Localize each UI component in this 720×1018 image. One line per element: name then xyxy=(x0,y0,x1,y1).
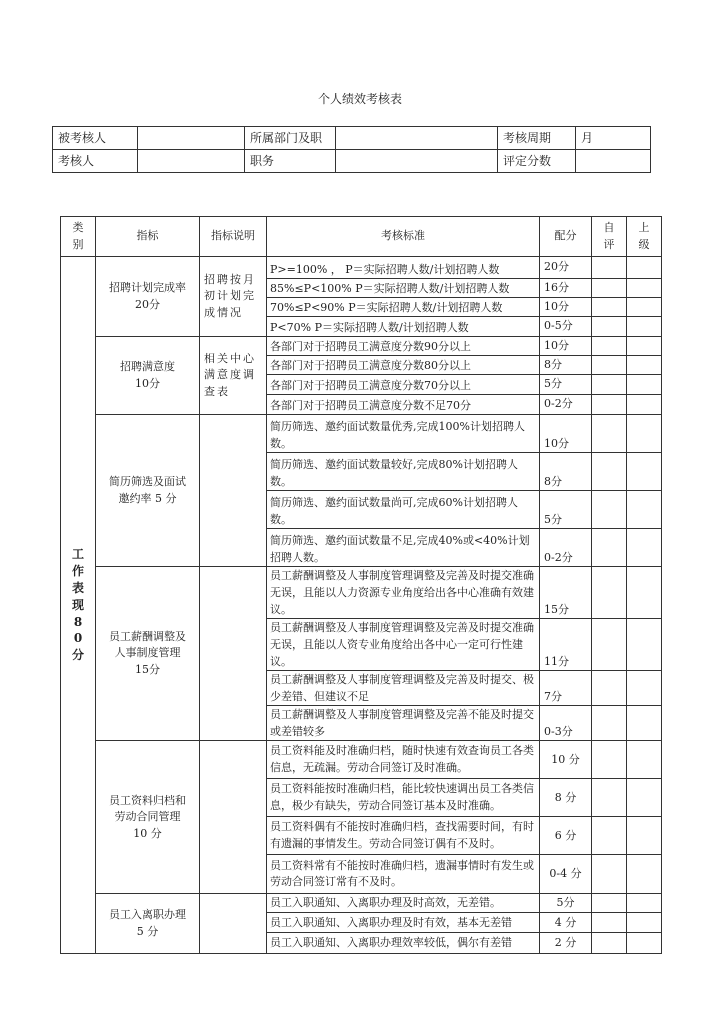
category-label: 工作表现80分 xyxy=(71,547,84,663)
score-value: 4 分 xyxy=(540,913,592,933)
self-evaluation-input[interactable] xyxy=(592,529,627,567)
criteria-text: P>=100% ， P＝实际招聘人数/计划招聘人数 xyxy=(267,257,540,279)
criteria-text: 员工薪酬调整及人事制度管理调整及完善及时提交、极少差错、但建议不足 xyxy=(267,671,540,706)
column-header: 上级 xyxy=(627,217,662,257)
criteria-text: 各部门对于招聘员工满意度分数90分以上 xyxy=(267,337,540,356)
supervisor-evaluation-input[interactable] xyxy=(627,671,662,706)
criteria-text: 员工资料能按时准确归档，能比较快速调出员工各类信息，极少有缺失，劳动合同签订基本及时准确。 xyxy=(267,779,540,817)
indicator-description xyxy=(200,741,267,894)
score-value: 10分 xyxy=(540,298,592,317)
column-header: 考核标准 xyxy=(267,217,540,257)
info-value-field[interactable] xyxy=(138,150,245,173)
info-row xyxy=(53,127,651,150)
self-evaluation-input[interactable] xyxy=(592,257,627,279)
indicator-description xyxy=(200,894,267,954)
table-row xyxy=(61,741,662,779)
supervisor-evaluation-input[interactable] xyxy=(627,317,662,337)
score-value: 16分 xyxy=(540,279,592,298)
score-value: 15分 xyxy=(540,567,592,619)
indicator-description: 相关中心满意度调查表 xyxy=(200,337,267,415)
supervisor-evaluation-input[interactable] xyxy=(627,375,662,395)
supervisor-evaluation-input[interactable] xyxy=(627,741,662,779)
supervisor-evaluation-input[interactable] xyxy=(627,453,662,491)
self-evaluation-input[interactable] xyxy=(592,337,627,356)
score-value: 10 分 xyxy=(540,741,592,779)
self-evaluation-input[interactable] xyxy=(592,706,627,741)
header-row xyxy=(61,217,662,257)
indicator-description xyxy=(200,567,267,741)
indicator-description xyxy=(200,415,267,567)
criteria-text: P<70% P＝实际招聘人数/计划招聘人数 xyxy=(267,317,540,337)
table-row xyxy=(61,894,662,913)
self-evaluation-input[interactable] xyxy=(592,671,627,706)
self-evaluation-input[interactable] xyxy=(592,817,627,855)
assessment-table xyxy=(60,216,662,954)
column-header: 指标 xyxy=(96,217,200,257)
criteria-text: 员工入职通知、入离职办理效率较低，偶尔有差错 xyxy=(267,933,540,954)
document-title: 个人绩效考核表 xyxy=(317,92,402,106)
info-label: 考核人 xyxy=(53,150,138,173)
indicator-cell: 员工入离职办理 5 分 xyxy=(96,894,200,954)
self-evaluation-input[interactable] xyxy=(592,375,627,395)
criteria-text: 员工资料常有不能按时准确归档，遗漏事情时有发生或劳动合同签订常有不及时。 xyxy=(267,855,540,894)
info-label: 被考核人 xyxy=(53,127,138,150)
score-value: 7分 xyxy=(540,671,592,706)
criteria-text: 简历筛选、邀约面试数量优秀,完成100%计划招聘人数。 xyxy=(267,415,540,453)
info-label: 评定分数 xyxy=(498,150,576,173)
criteria-text: 简历筛选、邀约面试数量较好,完成80%计划招聘人数。 xyxy=(267,453,540,491)
supervisor-evaluation-input[interactable] xyxy=(627,913,662,933)
self-evaluation-input[interactable] xyxy=(592,894,627,913)
indicator-cell: 员工资料归档和 劳动合同管理 10 分 xyxy=(96,741,200,894)
score-value: 8分 xyxy=(540,356,592,375)
info-value-field[interactable] xyxy=(336,127,498,150)
score-value: 11分 xyxy=(540,619,592,671)
supervisor-evaluation-input[interactable] xyxy=(627,337,662,356)
score-value: 8分 xyxy=(540,453,592,491)
supervisor-evaluation-input[interactable] xyxy=(627,529,662,567)
score-value: 5分 xyxy=(540,894,592,913)
self-evaluation-input[interactable] xyxy=(592,317,627,337)
criteria-text: 员工资料偶有不能按时准确归档，查找需要时间，有时有遗漏的事情发生。劳动合同签订偶有不及时。 xyxy=(267,817,540,855)
indicator-cell: 招聘满意度 10分 xyxy=(96,337,200,415)
self-evaluation-input[interactable] xyxy=(592,279,627,298)
criteria-text: 简历筛选、邀约面试数量尚可,完成60%计划招聘人数。 xyxy=(267,491,540,529)
supervisor-evaluation-input[interactable] xyxy=(627,567,662,619)
info-value-field[interactable] xyxy=(138,127,245,150)
score-value: 5分 xyxy=(540,375,592,395)
supervisor-evaluation-input[interactable] xyxy=(627,779,662,817)
supervisor-evaluation-input[interactable] xyxy=(627,356,662,375)
self-evaluation-input[interactable] xyxy=(592,779,627,817)
supervisor-evaluation-input[interactable] xyxy=(627,933,662,954)
info-row xyxy=(53,150,651,173)
criteria-text: 员工入职通知、入离职办理及时有效，基本无差错 xyxy=(267,913,540,933)
supervisor-evaluation-input[interactable] xyxy=(627,491,662,529)
column-header: 自评 xyxy=(592,217,627,257)
criteria-text: 员工资料能及时准确归档，随时快速有效查询员工各类信息，无疏漏。劳动合同签订及时准确。 xyxy=(267,741,540,779)
indicator-cell: 员工薪酬调整及 人事制度管理 15分 xyxy=(96,567,200,741)
supervisor-evaluation-input[interactable] xyxy=(627,279,662,298)
info-value-field[interactable]: 月 xyxy=(576,127,651,150)
supervisor-evaluation-input[interactable] xyxy=(627,817,662,855)
indicator-cell: 招聘计划完成率 20分 xyxy=(96,257,200,337)
self-evaluation-input[interactable] xyxy=(592,356,627,375)
score-value: 10分 xyxy=(540,415,592,453)
score-value: 2 分 xyxy=(540,933,592,954)
self-evaluation-input[interactable] xyxy=(592,741,627,779)
column-header: 指标说明 xyxy=(200,217,267,257)
criteria-text: 70%≤P<90% P＝实际招聘人数/计划招聘人数 xyxy=(267,298,540,317)
score-value: 10分 xyxy=(540,337,592,356)
supervisor-evaluation-input[interactable] xyxy=(627,855,662,894)
column-header: 类别 xyxy=(61,217,96,257)
table-row xyxy=(61,257,662,279)
criteria-text: 各部门对于招聘员工满意度分数70分以上 xyxy=(267,375,540,395)
score-value: 0-5分 xyxy=(540,317,592,337)
info-label: 所属部门及职 xyxy=(245,127,336,150)
category-cell xyxy=(61,257,96,954)
criteria-text: 员工薪酬调整及人事制度管理调整及完善及时提交准确无误，且能以人力资源专业角度给出各中心准确有效建议。 xyxy=(267,567,540,619)
column-header: 配分 xyxy=(540,217,592,257)
criteria-text: 员工入职通知、入离职办理及时高效，无差错。 xyxy=(267,894,540,913)
table-row xyxy=(61,415,662,453)
score-value: 0-4 分 xyxy=(540,855,592,894)
supervisor-evaluation-input[interactable] xyxy=(627,894,662,913)
supervisor-evaluation-input[interactable] xyxy=(627,257,662,279)
supervisor-evaluation-input[interactable] xyxy=(627,415,662,453)
self-evaluation-input[interactable] xyxy=(592,491,627,529)
score-value: 0-2分 xyxy=(540,395,592,415)
criteria-text: 简历筛选、邀约面试数量不足,完成40%或<40%计划招聘人数。 xyxy=(267,529,540,567)
supervisor-evaluation-input[interactable] xyxy=(627,706,662,741)
score-value: 8 分 xyxy=(540,779,592,817)
score-value: 20分 xyxy=(540,257,592,279)
supervisor-evaluation-input[interactable] xyxy=(627,395,662,415)
criteria-text: 85%≤P<100% P＝实际招聘人数/计划招聘人数 xyxy=(267,279,540,298)
criteria-text: 员工薪酬调整及人事制度管理调整及完善不能及时提交或差错较多 xyxy=(267,706,540,741)
table-row xyxy=(61,337,662,356)
self-evaluation-input[interactable] xyxy=(592,913,627,933)
score-value: 6 分 xyxy=(540,817,592,855)
info-value-field[interactable] xyxy=(576,150,651,173)
self-evaluation-input[interactable] xyxy=(592,395,627,415)
indicator-description: 招聘按月初计划完成情况 xyxy=(200,257,267,337)
supervisor-evaluation-input[interactable] xyxy=(627,298,662,317)
self-evaluation-input[interactable] xyxy=(592,415,627,453)
self-evaluation-input[interactable] xyxy=(592,619,627,671)
score-value: 0-2分 xyxy=(540,529,592,567)
self-evaluation-input[interactable] xyxy=(592,855,627,894)
self-evaluation-input[interactable] xyxy=(592,567,627,619)
indicator-cell: 简历筛选及面试 邀约率 5 分 xyxy=(96,415,200,567)
info-value-field[interactable] xyxy=(336,150,498,173)
self-evaluation-input[interactable] xyxy=(592,453,627,491)
info-label: 职务 xyxy=(245,150,336,173)
criteria-text: 员工薪酬调整及人事制度管理调整及完善及时提交准确无误，且能以人资专业角度给出各中心一定可行性建议。 xyxy=(267,619,540,671)
info-table xyxy=(52,126,651,173)
self-evaluation-input[interactable] xyxy=(592,298,627,317)
criteria-text: 各部门对于招聘员工满意度分数不足70分 xyxy=(267,395,540,415)
info-label: 考核周期 xyxy=(498,127,576,150)
score-value: 5分 xyxy=(540,491,592,529)
table-row xyxy=(61,567,662,619)
self-evaluation-input[interactable] xyxy=(592,933,627,954)
score-value: 0-3分 xyxy=(540,706,592,741)
supervisor-evaluation-input[interactable] xyxy=(627,619,662,671)
criteria-text: 各部门对于招聘员工满意度分数80分以上 xyxy=(267,356,540,375)
